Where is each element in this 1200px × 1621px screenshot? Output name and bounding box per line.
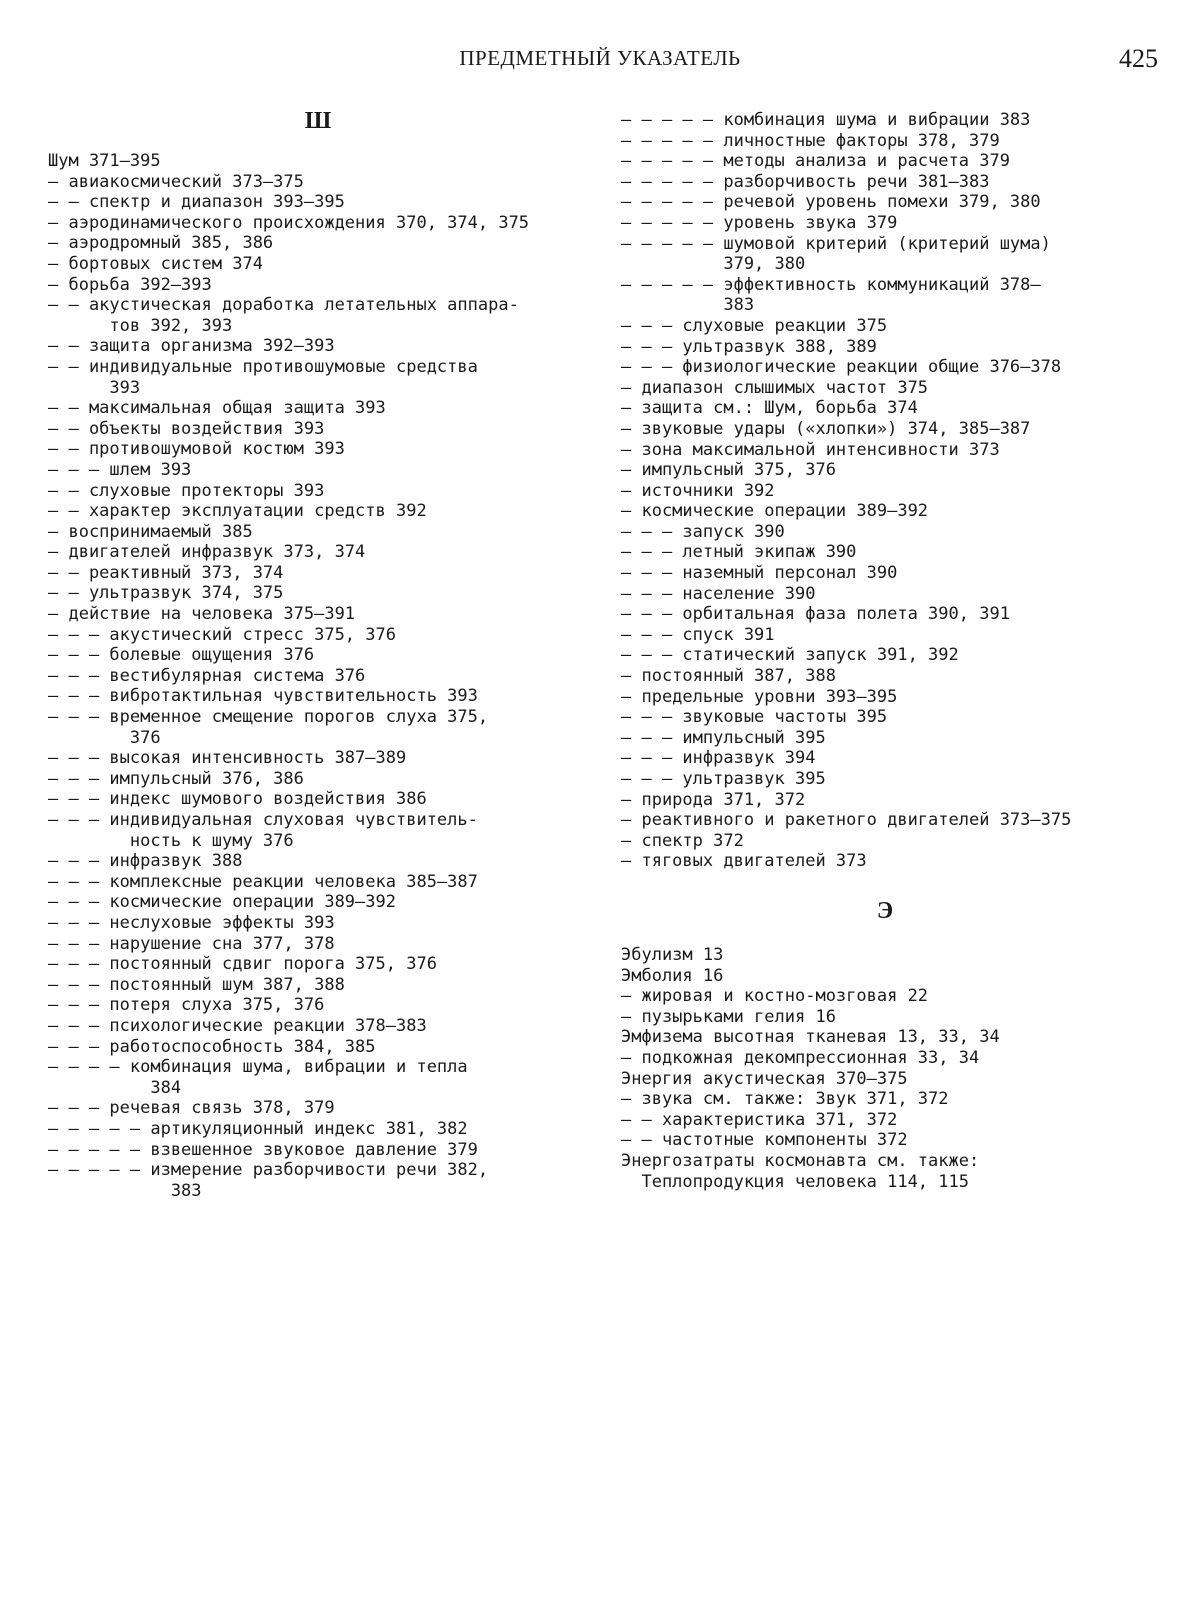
index-entry: — — — — комбинация шума, вибрации и тепла <box>48 1057 468 1078</box>
index-entry: — — — слуховые реакции 375 <box>621 315 888 336</box>
index-entry: — — — спуск 391 <box>621 624 775 645</box>
index-entry: — источники 392 <box>621 480 775 501</box>
index-entry: Эбулизм 13 <box>621 944 724 965</box>
index-entry: — пузырьками гелия 16 <box>621 1006 836 1027</box>
index-entry: — — спектр и диапазон 393—395 <box>48 192 345 213</box>
index-entry: — — — болевые ощущения 376 <box>48 645 315 666</box>
index-entry: — подкожная декомпрессионная 33, 34 <box>621 1047 980 1068</box>
index-entry: — — — речевая связь 378, 379 <box>48 1098 335 1119</box>
section-letter-sha: Ш <box>304 108 332 134</box>
index-entry: — — — высокая интенсивность 387—389 <box>48 748 407 769</box>
page-number: 425 <box>1119 44 1158 73</box>
index-entry: — защита см.: Шум, борьба 374 <box>621 398 918 419</box>
index-entry: — — — — — уровень звука 379 <box>621 212 898 233</box>
index-column-left <box>48 110 576 1201</box>
index-entry: — действие на человека 375—391 <box>48 604 356 625</box>
page-header-title: ПРЕДМЕТНЫЙ УКАЗАТЕЛЬ <box>459 46 741 70</box>
index-entry: — — объекты воздействия 393 <box>48 418 325 439</box>
index-entry: 384 <box>48 1077 182 1098</box>
index-entry: — — индивидуальные противошумовые средства <box>48 356 478 377</box>
index-entry: — — — — — разборчивость речи 381—383 <box>621 171 990 192</box>
index-entry: — — слуховые протекторы 393 <box>48 480 325 501</box>
index-entry: — — — запуск 390 <box>621 521 785 542</box>
index-entry: ность к шуму 376 <box>48 830 294 851</box>
index-entry: — — — — — шумовой критерий (критерий шума) <box>621 233 1051 254</box>
index-entry: — — — акустический стресс 375, 376 <box>48 624 396 645</box>
index-entry: — аэродинамического происхождения 370, 374, 375 <box>48 212 530 233</box>
index-entry: — бортовых систем 374 <box>48 253 263 274</box>
index-entry: 383 <box>48 1180 202 1201</box>
index-entry: — — акустическая доработка летательных аппара- <box>48 295 519 316</box>
index-entry: — — ультразвук 374, 375 <box>48 583 284 604</box>
index-entry: — — — — — комбинация шума и вибрации 383 <box>621 110 1031 130</box>
index-entry: — авиакосмический 373—375 <box>48 171 304 192</box>
index-entry: — — — наземный персонал 390 <box>621 563 898 584</box>
index-column-right <box>621 110 1149 1192</box>
index-entry: — — — вибротактильная чувствительность 393 <box>48 686 478 707</box>
index-entry: Шум 371—395 <box>48 151 161 171</box>
index-entries-left <box>48 151 576 1201</box>
index-entry: — — — потеря слуха 375, 376 <box>48 995 325 1016</box>
index-entry: Энергия акустическая 370—375 <box>621 1068 908 1089</box>
index-entry: Эмболия 16 <box>621 965 724 986</box>
index-entry: 376 <box>48 727 161 748</box>
index-entry: — диапазон слышимых частот 375 <box>621 377 929 398</box>
index-entry: — — противошумовой костюм 393 <box>48 439 345 460</box>
index-entry: — звука см. также: Звук 371, 372 <box>621 1089 949 1110</box>
index-entry: — воспринимаемый 385 <box>48 521 253 542</box>
index-entry: — — — шлем 393 <box>48 459 192 480</box>
index-entry: — — — временное смещение порогов слуха 375, <box>48 707 489 728</box>
index-entry: — — — — — измерение разборчивости речи 382, <box>48 1160 489 1181</box>
index-entry: — звуковые удары («хлопки») 374, 385—387 <box>621 418 1031 439</box>
index-entry: — — — комплексные реакции человека 385—387 <box>48 871 478 892</box>
index-entry: — — — индекс шумового воздействия 386 <box>48 789 427 810</box>
index-entry: — — — инфразвук 388 <box>48 851 243 872</box>
section-letter-e: Э <box>876 897 894 924</box>
index-entry: — — защита организма 392—393 <box>48 336 335 357</box>
index-entry: — — — импульсный 395 <box>621 727 826 748</box>
index-entry: — — характер эксплуатации средств 392 <box>48 501 427 522</box>
index-entry: — — реактивный 373, 374 <box>48 562 284 583</box>
index-entry: — — — — — эффективность коммуникаций 378— <box>621 274 1041 295</box>
index-entry: — — — импульсный 376, 386 <box>48 768 304 789</box>
index-entry: — — — население 390 <box>621 583 816 604</box>
index-entry: Теплопродукция человека 114, 115 <box>621 1171 969 1192</box>
index-entry: — импульсный 375, 376 <box>621 460 836 481</box>
index-entry: — — — вестибулярная система 376 <box>48 665 366 686</box>
index-entry: — природа 371, 372 <box>621 789 806 810</box>
index-entry: — — — статический запуск 391, 392 <box>621 645 959 666</box>
index-entry: — спектр 372 <box>621 830 744 851</box>
index-entry: — — — летный экипаж 390 <box>621 542 857 563</box>
index-entry: — — — — — артикуляционный индекс 381, 382 <box>48 1118 468 1139</box>
index-entry: — зона максимальной интенсивности 373 <box>621 439 1000 460</box>
index-entry: Эмфизема высотная тканевая 13, 33, 34 <box>621 1027 1000 1048</box>
index-entry: — — — нарушение сна 377, 378 <box>48 933 335 954</box>
index-entry: — — — космические операции 389—392 <box>48 892 396 913</box>
index-entry: 379, 380 <box>621 254 806 275</box>
index-entry: — — — неслуховые эффекты 393 <box>48 912 335 933</box>
index-entry: — аэродромный 385, 386 <box>48 233 274 254</box>
index-entry: — — — звуковые частоты 395 <box>621 707 888 728</box>
index-entry: — — — орбитальная фаза полета 390, 391 <box>621 604 1010 625</box>
index-entry: — — — постоянный сдвиг порога 375, 376 <box>48 954 437 975</box>
index-entry: — реактивного и ракетного двигателей 373—375 <box>621 810 1072 831</box>
index-entries-right-e <box>621 945 1149 1192</box>
index-entry: — — — — — взвешенное звуковое давление 379 <box>48 1139 478 1160</box>
index-entry: — — характеристика 371, 372 <box>621 1109 898 1130</box>
index-entry: 383 <box>621 295 755 316</box>
running-head <box>0 46 1200 76</box>
index-entry: — борьба 392—393 <box>48 274 212 295</box>
index-entries-right <box>621 110 1149 872</box>
index-entry: — двигателей инфразвук 373, 374 <box>48 542 366 563</box>
index-entry: — — — психологические реакции 378—383 <box>48 1015 427 1036</box>
index-entry: — — — физиологические реакции общие 376—378 <box>621 357 1062 378</box>
index-entry: — — — постоянный шум 387, 388 <box>48 974 345 995</box>
index-entry: тов 392, 393 <box>48 315 233 336</box>
index-entry: — — частотные компоненты 372 <box>621 1130 908 1151</box>
index-entry: — жировая и костно-мозговая 22 <box>621 986 929 1007</box>
index-entry: — — — инфразвук 394 <box>621 748 816 769</box>
index-entry: — — — — — личностные факторы 378, 379 <box>621 130 1000 151</box>
index-entry: — — максимальная общая защита 393 <box>48 398 386 419</box>
index-entry: — — — — — методы анализа и расчета 379 <box>621 151 1010 172</box>
index-entry: — — — работоспособность 384, 385 <box>48 1036 376 1057</box>
index-entry: 393 <box>48 377 141 398</box>
index-entry: — предельные уровни 393—395 <box>621 686 898 707</box>
index-entry: — — — индивидуальная слуховая чувствитель- <box>48 810 478 830</box>
index-entry: — — — ультразвук 395 <box>621 769 826 789</box>
index-entry: — — — — — речевой уровень помехи 379, 380 <box>621 192 1041 213</box>
index-entry: Энергозатраты космонавта см. также: <box>621 1150 980 1171</box>
index-entry: — — — ультразвук 388, 389 <box>621 336 877 357</box>
index-entry: — постоянный 387, 388 <box>621 666 836 687</box>
index-entry: — тяговых двигателей 373 <box>621 851 867 872</box>
index-entry: — космические операции 389—392 <box>621 501 929 522</box>
